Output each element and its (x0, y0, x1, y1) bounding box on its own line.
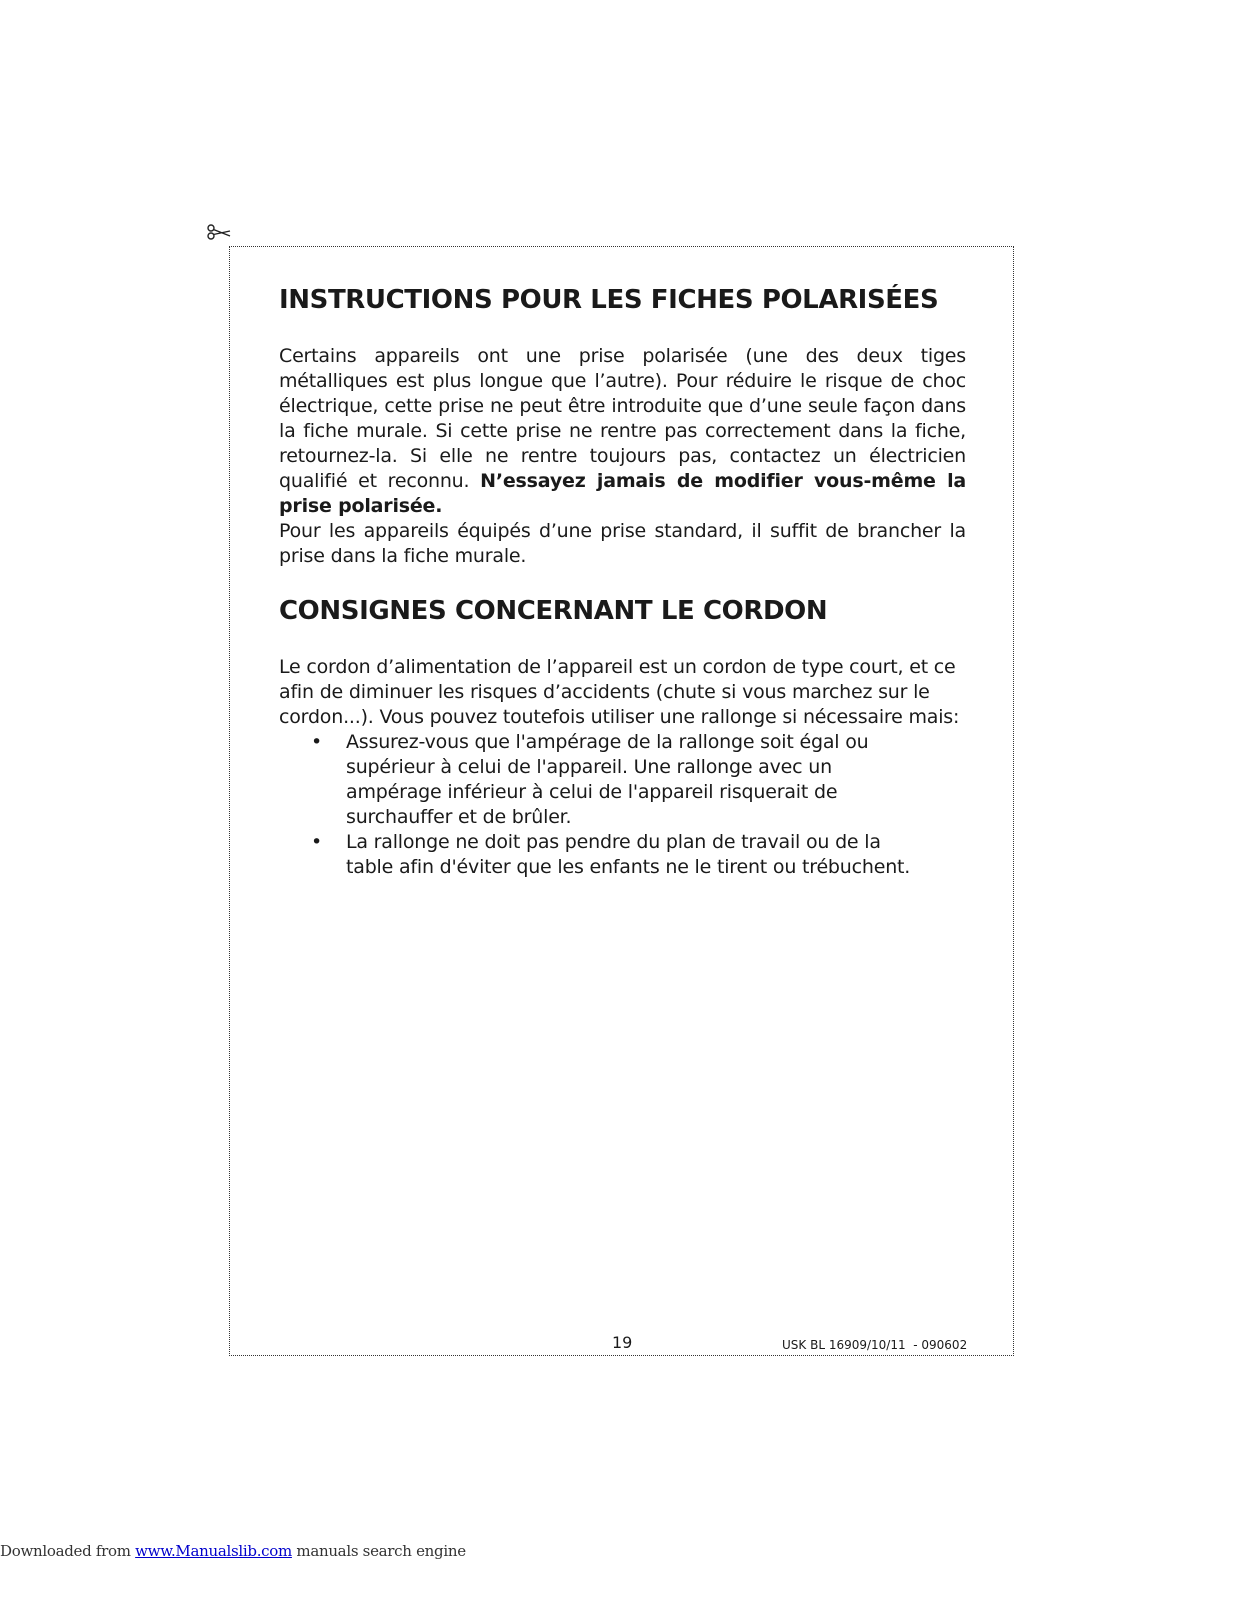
document-code: USK BL 16909/10/11 - 090602 (782, 1338, 968, 1352)
polarized-plug-warning: N’essayez jamais de modifier vous-même la prise polarisée. (279, 470, 967, 517)
download-prefix: Downloaded from (0, 1542, 136, 1560)
list-item (279, 830, 916, 880)
standard-plug-paragraph: Pour les appareils équipés d’une prise standard, il suffit de brancher la prise dans la fiche murale. (279, 520, 966, 567)
download-footer (0, 1542, 466, 1560)
list-item-text: La rallonge ne doit pas pendre du plan de travail ou de la table afin d'éviter que les enfants ne le tirent ou trébuchent. (346, 831, 911, 878)
polarized-plug-heading: INSTRUCTIONS POUR LES FICHES POLARISÉES (279, 285, 939, 315)
manualslib-link[interactable]: www.Manualslib.com (135, 1542, 292, 1560)
polarized-plug-text: Certains appareils ont une prise polarisée (une des deux tiges métalliques est plus longue que l’autre). Pour réduire le risque de choc électrique, cette prise ne peut être introduite que d’une seule façon dans la fiche murale. Si cette prise ne rentre pas correctement dans la fiche, retournez-la. Si elle ne rentre toujours pas, contactez un électricien qualifié et reconnu. (279, 345, 966, 492)
download-suffix: manuals search engine (291, 1542, 466, 1560)
list-item (279, 730, 916, 830)
list-item-text: Assurez-vous que l'ampérage de la rallonge soit égal ou supérieur à celui de l'appareil. Une rallonge avec un ampérage inférieur à celui de l'appareil risquerait de surchauffer et de brûler. (346, 731, 869, 828)
polarized-plug-paragraph (279, 344, 966, 519)
cord-instructions-paragraph: Le cordon d’alimentation de l’appareil est un cordon de type court, et ce afin de diminuer les risques d’accidents (chute si vous marchez sur le cordon...). Vous pouvez toutefois utiliser une rallonge si nécessaire mais: (279, 656, 960, 728)
scissors-icon (206, 222, 232, 242)
page-number: 19 (612, 1333, 633, 1352)
cord-instructions-list (279, 730, 966, 880)
cord-instructions-heading: CONSIGNES CONCERNANT LE CORDON (279, 596, 828, 626)
bullet-icon: • (311, 831, 323, 853)
bullet-icon: • (311, 731, 323, 753)
page-content (279, 280, 966, 880)
